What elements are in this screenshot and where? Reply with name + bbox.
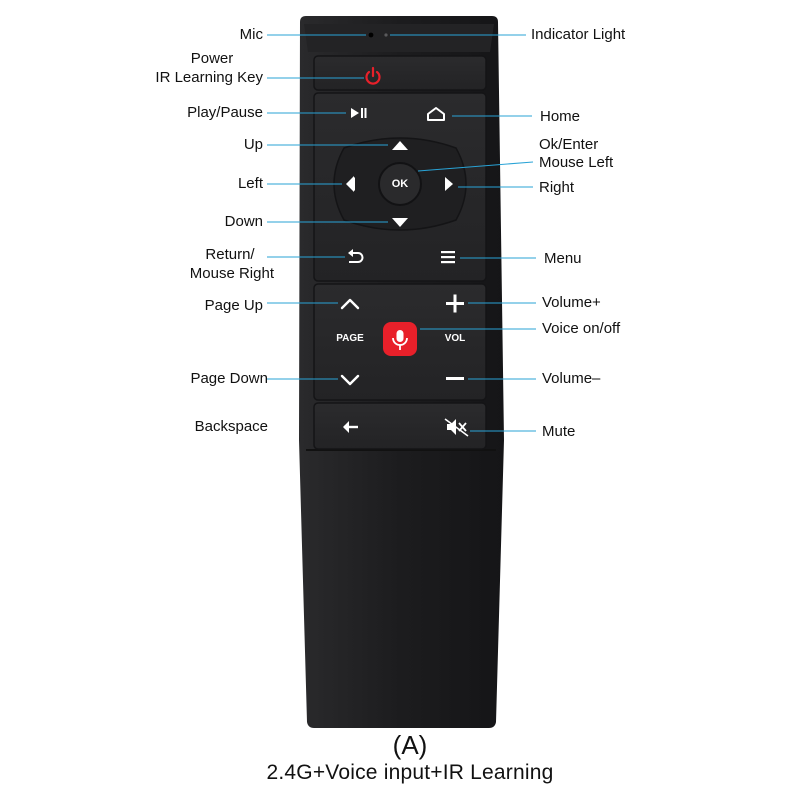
page-button-label: PAGE xyxy=(336,333,364,344)
label-home: Home xyxy=(540,108,581,125)
label-play-pause: Play/Pause xyxy=(187,104,263,121)
volume-down-button[interactable] xyxy=(446,377,464,380)
ok-button-label: OK xyxy=(391,178,409,190)
label-backspace: Backspace xyxy=(194,418,268,435)
bottom-panel xyxy=(314,403,486,449)
label-power: Power xyxy=(190,50,234,67)
label-mouse-left: Mouse Left xyxy=(539,154,614,171)
label-ok-enter: Ok/Enter xyxy=(539,136,599,153)
label-mic: Mic xyxy=(239,26,263,43)
label-volume-up: Volume+ xyxy=(542,294,601,311)
label-left: Left xyxy=(237,175,263,192)
remote-top-bevel xyxy=(304,24,494,52)
label-return: Return/ xyxy=(205,246,255,263)
label-page-up: Page Up xyxy=(204,297,263,314)
label-down: Down xyxy=(224,213,263,230)
indicator-light xyxy=(384,33,387,36)
label-indicator-light: Indicator Light xyxy=(531,26,626,43)
label-mouse-right: Mouse Right xyxy=(189,265,274,282)
label-ir-learning-key: IR Learning Key xyxy=(155,69,263,86)
label-mute: Mute xyxy=(542,423,576,440)
menu-button[interactable] xyxy=(441,251,455,263)
label-right: Right xyxy=(539,179,575,196)
voice-button[interactable] xyxy=(383,322,417,356)
caption-description: 2.4G+Voice input+IR Learning xyxy=(266,761,554,784)
label-voice: Voice on/off xyxy=(542,320,621,337)
mic-hole xyxy=(369,33,374,38)
label-up: Up xyxy=(243,136,263,153)
label-menu: Menu xyxy=(544,250,582,267)
label-page-down: Page Down xyxy=(190,370,268,387)
caption-variant: (A) xyxy=(392,730,428,760)
vol-button-label: VOL xyxy=(444,333,466,344)
label-volume-down: Volume– xyxy=(542,370,601,387)
power-panel xyxy=(314,56,486,90)
